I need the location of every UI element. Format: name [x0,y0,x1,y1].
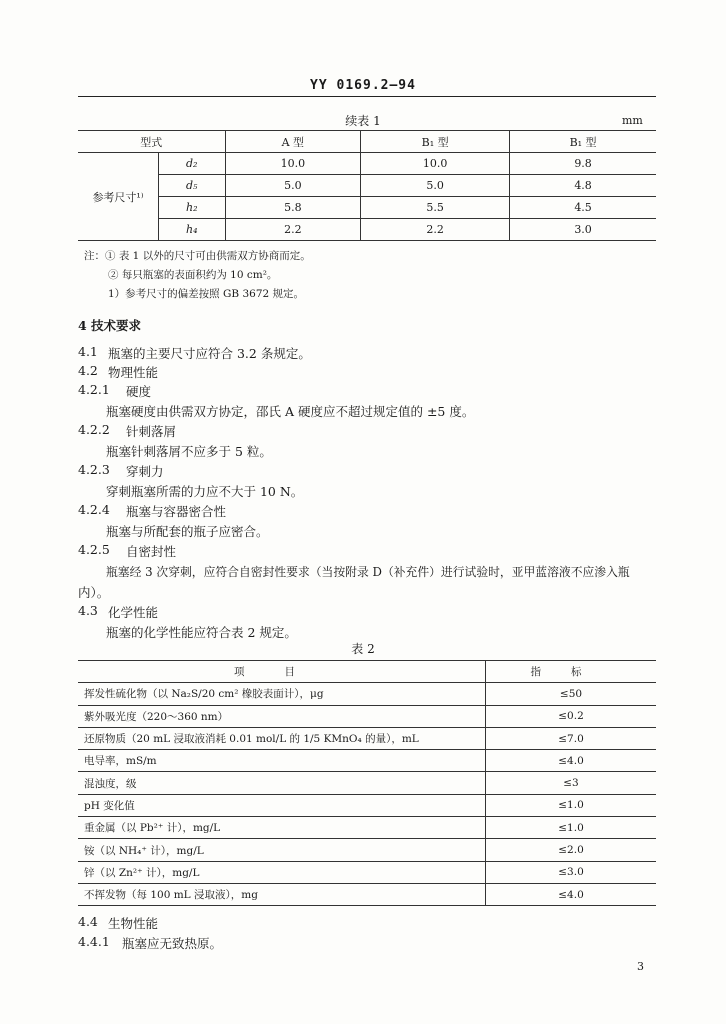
table2-row [78,727,656,749]
table1-symbol: d₂ [159,153,226,175]
table1 [78,130,656,241]
table1-unit: mm [622,114,643,127]
table2 [78,660,656,906]
clause-number: 4.2 [78,363,98,378]
clause-body: 瓶塞的化学性能应符合表 2 规定。 [106,625,297,640]
clause-text: 瓶塞与容器密合性 [126,504,227,519]
table2-item: 不挥发物（每 100 mL 浸取液），mg [78,883,486,905]
table2-header-value: 指标 [486,661,657,683]
table2-row [78,683,656,705]
clause-body: 瓶塞与所配套的瓶子应密合。 [106,524,269,539]
table1-cell: 9.8 [510,153,656,175]
table2-row [78,705,656,727]
table2-header-item: 项目 [78,661,486,683]
clause-number: 4.1 [78,344,98,359]
clause-text: 硬度 [126,384,152,399]
table1-header-b1: B₁ 型 [361,131,510,153]
table2-row [78,861,656,883]
clause-body: 瓶塞经 3 次穿刺，应符合自密封性要求（当按附录 D（补充件）进行试验时，亚甲蓝溶液不应渗入瓶 [106,565,630,579]
table2-item: 电导率，mS/m [78,750,486,772]
table2-row [78,750,656,772]
table2-value: ≤0.2 [486,705,657,727]
standard-code-header: YY 0169.2—94 [310,78,416,93]
table1-row-label: 参考尺寸¹⁾ [78,153,159,241]
table1-row [78,175,656,197]
clause-text: 瓶塞的主要尺寸应符合 3.2 条规定。 [108,346,311,361]
table2-header-row [78,661,656,683]
table1-cell: 5.8 [225,197,361,219]
clause-text: 物理性能 [108,365,159,380]
table1-symbol: h₂ [159,197,226,219]
table1-cell: 4.5 [510,197,656,219]
table2-value: ≤7.0 [486,727,657,749]
table2-row [78,772,656,794]
clause-body: 瓶塞针刺落屑不应多于 5 粒。 [106,444,272,459]
table1-header-row [78,131,656,153]
table2-row [78,883,656,905]
clause-text: 生物性能 [108,916,159,931]
table1-row [78,197,656,219]
clause-body: 穿刺瓶塞所需的力应不大于 10 N。 [106,484,304,499]
table2-item: 挥发性硫化物（以 Na₂S/20 cm² 橡胶表面计），μg [78,683,486,705]
table1-cell: 10.0 [361,153,510,175]
clause-body-continued: 内）。 [78,585,110,600]
table1-header-b1-second: B₁ 型 [510,131,656,153]
clause-text: 针刺落屑 [126,424,177,439]
table2-item: 混浊度，级 [78,772,486,794]
table2-item: 紫外吸光度（220～360 nm） [78,705,486,727]
table1-cell: 5.5 [361,197,510,219]
table2-value: ≤50 [486,683,657,705]
clause-text: 瓶塞应无致热原。 [122,936,223,951]
table2-row [78,794,656,816]
table1-row [78,153,656,175]
table2-value: ≤4.0 [486,750,657,772]
page-number: 3 [637,960,644,973]
table2-value: ≤1.0 [486,817,657,839]
clause-text: 自密封性 [126,544,177,559]
table2-item: 重金属（以 Pb²⁺ 计），mg/L [78,817,486,839]
clause-number: 4.4.1 [78,934,110,949]
table1-note-1: 注：① 表 1 以外的尺寸可由供需双方协商而定。 [84,250,311,262]
table2-value: ≤3.0 [486,861,657,883]
table2-row [78,839,656,861]
clause-text: 化学性能 [108,605,159,620]
clause-text: 穿刺力 [126,464,164,479]
section-heading-4: 4 技术要求 [78,318,142,333]
table1-cell: 3.0 [510,219,656,241]
table1-note-3: 1）参考尺寸的偏差按照 GB 3672 规定。 [108,288,305,300]
clause-number: 4.2.2 [78,422,110,437]
table2-value: ≤3 [486,772,657,794]
clause-number: 4.2.3 [78,462,110,477]
table1-cell: 4.8 [510,175,656,197]
table2-title: 表 2 [351,642,375,656]
clause-number: 4.2.4 [78,502,110,517]
clause-number: 4.3 [78,603,98,618]
table1-title: 续表 1 [345,114,381,128]
table1-cell: 5.0 [361,175,510,197]
table1-cell: 2.2 [225,219,361,241]
header-rule [78,96,656,97]
table2-item: 锌（以 Zn²⁺ 计），mg/L [78,861,486,883]
table1-cell: 10.0 [225,153,361,175]
table1-symbol: h₄ [159,219,226,241]
table2-value: ≤2.0 [486,839,657,861]
clause-body: 瓶塞硬度由供需双方协定，邵氏 A 硬度应不超过规定值的 ±5 度。 [106,404,475,419]
table2-item: pH 变化值 [78,794,486,816]
table1-cell: 2.2 [361,219,510,241]
clause-number: 4.2.1 [78,382,110,397]
table1-note-2: ② 每只瓶塞的表面积约为 10 cm²。 [108,269,278,281]
table1-cell: 5.0 [225,175,361,197]
table2-item: 还原物质（20 mL 浸取液消耗 0.01 mol/L 的 1/5 KMnO₄ 的量），mL [78,727,486,749]
clause-number: 4.4 [78,914,98,929]
clause-number: 4.2.5 [78,542,110,557]
table1-row [78,219,656,241]
table1-header-a: A 型 [225,131,361,153]
table2-value: ≤4.0 [486,883,657,905]
table1-symbol: d₅ [159,175,226,197]
table2-item: 铵（以 NH₄⁺ 计），mg/L [78,839,486,861]
table1-header-type: 型式 [78,131,225,153]
table2-row [78,817,656,839]
table2-value: ≤1.0 [486,794,657,816]
